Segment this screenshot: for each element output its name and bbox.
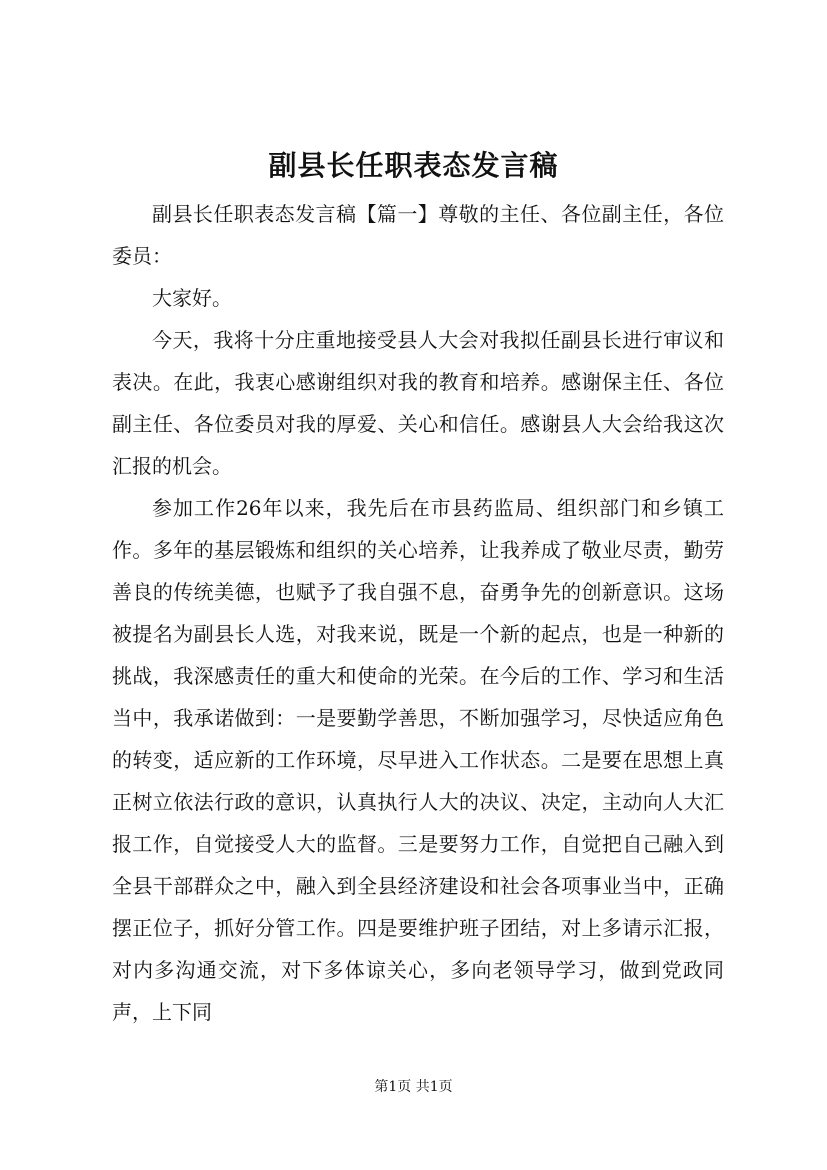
document-title: 副县长任职表态发言稿	[268, 149, 559, 182]
paragraph-greeting: 大家好。	[152, 286, 232, 310]
page-number-footer: 第1页 共1页	[374, 1079, 453, 1095]
document-body	[112, 193, 724, 1033]
paragraph-commitments: 参加工作26年以来，我先后在市县药监局、组织部门和乡镇工作。多年的基层锻炼和组织的关心培养，让我养成了敬业尽责，勤劳善良的传统美德，也赋予了我自强不息，奋勇争先的创新意识。这场被提名为副县长人选，对我来说，既是一个新的起点，也是一种新的挑战，我深感责任的重大和使命的光荣。在今后的工作、学习和生活当中，我承诺做到：一是要勤学善思，不断加强学习，尽快适应角色的转变，适应新的工作环境，尽早进入工作状态。二是要在思想上真正树立依法行政的意识，认真执行人大的决议、决定，主动向人大汇报工作，自觉接受人大的监督。三是要努力工作，自觉把自己融入到全县干部群众之中，融入到全县经济建设和社会各项事业当中，正确摆正位子，抓好分管工作。四是要维护班子团结，对上多请示汇报，对内多沟通交流，对下多体谅关心，多向老领导学习，做到党政同声，上下同	[112, 496, 724, 1024]
paragraph-thanks: 今天，我将十分庄重地接受县人大会对我拟任副县长进行审议和表决。在此，我衷心感谢组织对我的教育和培养。感谢保主任、各位副主任、各位委员对我的厚爱、关心和信任。感谢县人大会给我这次汇报的机会。	[112, 328, 724, 478]
paragraph-salutation: 副县长任职表态发言稿【篇一】尊敬的主任、各位副主任，各位委员：	[112, 202, 724, 268]
